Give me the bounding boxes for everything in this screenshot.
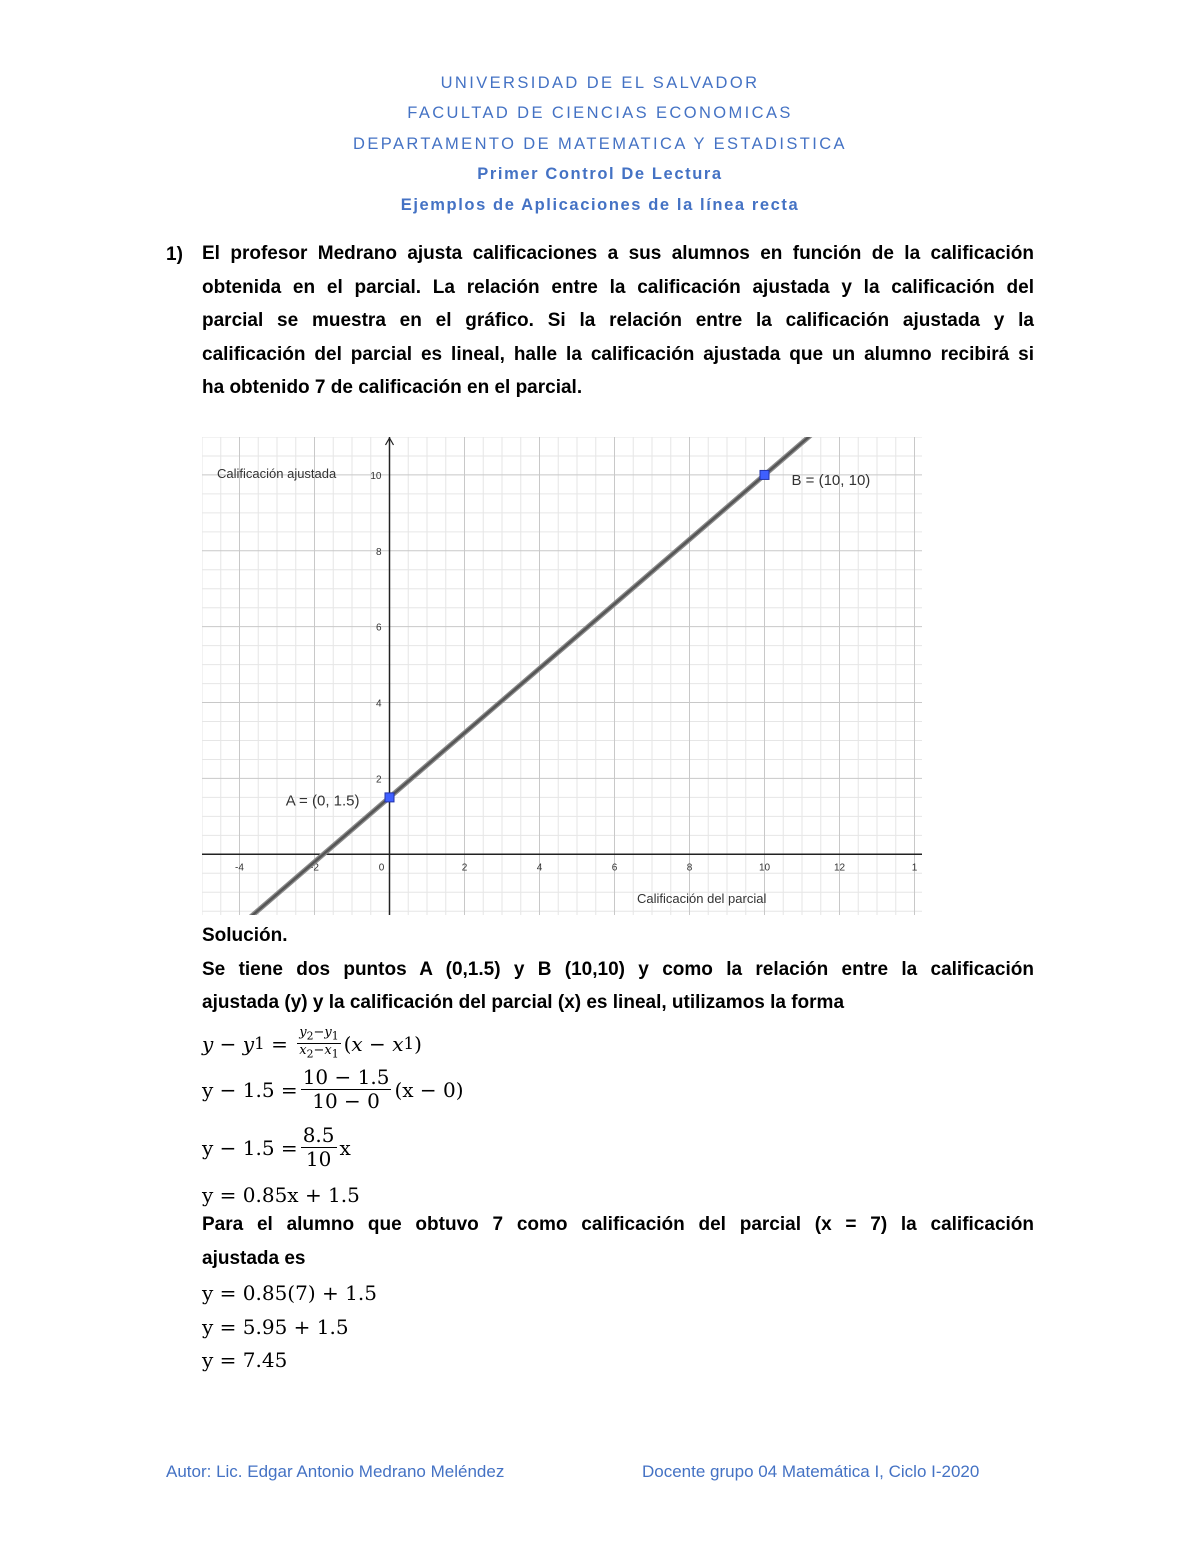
series-line-halo [202,437,922,915]
department-title: DEPARTAMENTO DE MATEMATICA Y ESTADISTICA [353,135,847,153]
problem-line: ha obtenido 7 de calificación en el parcial. [202,377,583,398]
data-point [385,793,394,802]
problem-line: obtenida en el parcial. La relación entre la calificación ajustada y la calificación del [202,276,1034,298]
equation-simplified: y − 1.5 = $\frac{8.5}{10}$ x [202,1123,351,1171]
equation-line: y = 0.85x + 1.5 [202,1183,360,1207]
faculty-title: FACULTAD DE CIENCIAS ECONOMICAS [407,104,793,122]
x-tick-label: 4 [536,862,543,874]
solution-intro-line: Se tiene dos puntos A (0,1.5) y B (10,10) y como la relación entre la calificación [202,959,1034,980]
footer-author: Autor: Lic. Edgar Antonio Medrano Meléndez [166,1462,505,1481]
x-tick-label: 1 [911,862,918,874]
y-tick-label: 2 [375,774,382,786]
series-line [202,437,922,915]
x-tick-label: 6 [611,862,618,874]
y-axis-label: Calificación ajustada [217,466,337,481]
problem-statement [202,237,1034,405]
control-title: Primer Control De Lectura [477,165,723,183]
point-label: A = (0, 1.5) [285,792,360,810]
problem-number: 1) [166,244,183,265]
x-tick-label: -2 [310,862,319,874]
x-tick-label: 12 [833,862,846,874]
x-tick-label: -4 [235,862,244,874]
topic-title: Ejemplos de Aplicaciones de la línea recta [400,196,800,214]
solution-intro-line: ajustada (y) y la calificación del parcial (x) es lineal, utilizamos la forma [202,992,845,1013]
data-point [760,470,769,479]
equation-step: y = 5.95 + 1.5 [202,1315,349,1339]
problem-line: calificación del parcial es lineal, halle la calificación ajustada que un alumno recibirá si [202,343,1034,365]
solution-paragraph-line: ajustada es [202,1248,306,1269]
equation-evaluate: y = 0.85(7) + 1.5 [202,1281,377,1305]
x-tick-label: 10 [758,862,771,874]
y-tick-label: 10 [370,470,382,482]
x-tick-label: 8 [686,862,693,874]
equation-substitution: y − 1.5 = $\frac{10 - 1.5}{10 - 0}$ (x − 0) [202,1065,464,1113]
university-title: UNIVERSIDAD DE EL SALVADOR [440,74,760,92]
x-axis-label: Calificación del parcial [637,891,767,906]
solution-title: Solución. [202,925,288,946]
problem-line: El profesor Medrano ajusta calificaciones a sus alumnos en función de la calificación [202,243,1034,264]
problem-line: parcial se muestra en el gráfico. Si la relación entre la calificación ajustada y la [202,310,1034,331]
line-chart [202,437,922,915]
y-tick-label: 4 [375,698,382,710]
x-tick-label: 2 [461,862,468,874]
point-label: B = (10, 10) [791,471,871,489]
equation-result: y = 7.45 [202,1348,288,1372]
x-tick-label: 0 [378,862,385,874]
point-slope-formula: y − y 1 = $\frac{y_2-y_1}{x_2-x_1}$ ( x − x 1 ) [202,1025,422,1061]
solution-paragraph-line: Para el alumno que obtuvo 7 como calificación del parcial (x = 7) la calificación [202,1214,1034,1235]
y-tick-label: 6 [375,622,382,634]
footer-group: Docente grupo 04 Matemática I, Ciclo I-2020 [642,1462,980,1481]
y-tick-label: 8 [375,546,382,558]
